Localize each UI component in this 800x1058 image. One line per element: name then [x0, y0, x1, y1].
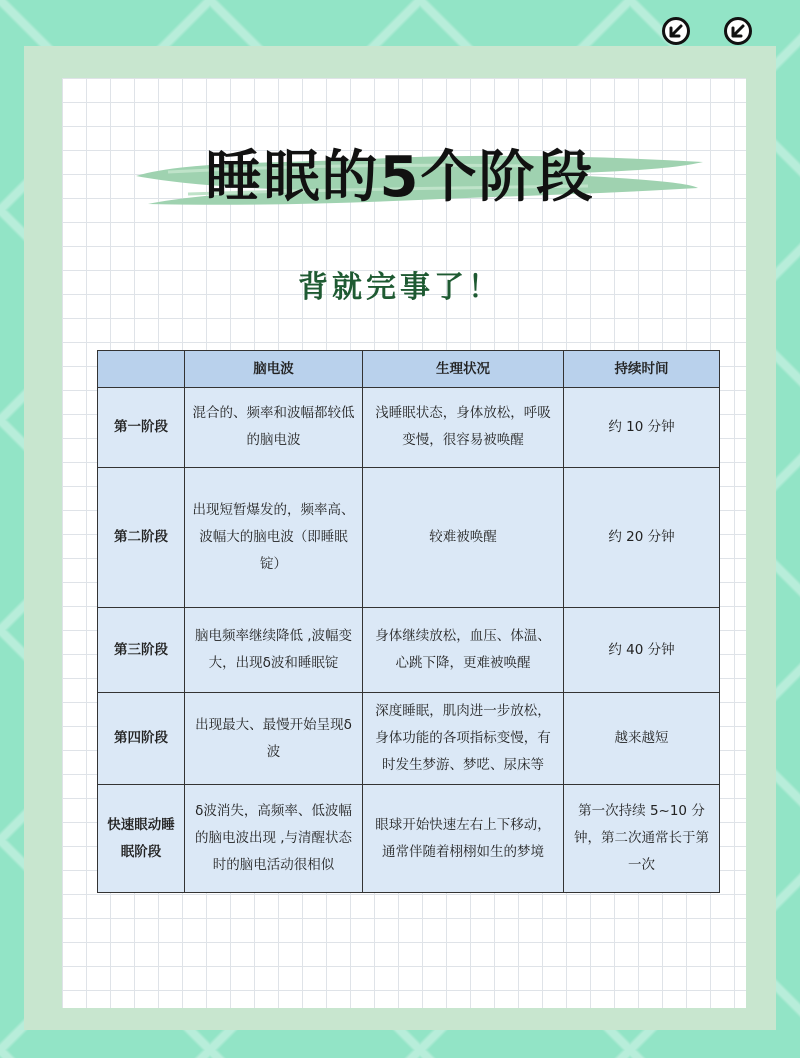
duration-cell: 约 10 分钟 — [564, 388, 720, 468]
physio-cell: 眼球开始快速左右上下移动，通常伴随着栩栩如生的梦境 — [363, 785, 564, 893]
eeg-cell: 出现最大、最慢开始呈现δ波 — [185, 693, 363, 785]
table-row — [98, 693, 720, 785]
physio-cell: 身体继续放松，血压、体温、心跳下降，更难被唤醒 — [363, 607, 564, 693]
eeg-cell: δ波消失，高频率、低波幅的脑电波出现 ,与清醒状态时的脑电活动很相似 — [185, 785, 363, 893]
eeg-cell: 出现短暂爆发的，频率高、波幅大的脑电波（即睡眠锭） — [185, 467, 363, 607]
circle-arrow-icon[interactable] — [723, 16, 753, 46]
header-cell-empty — [98, 351, 185, 388]
eeg-cell: 脑电频率继续降低 ,波幅变大，出现δ波和睡眠锭 — [185, 607, 363, 693]
circle-arrow-icon[interactable] — [661, 16, 691, 46]
stage-cell: 第四阶段 — [98, 693, 185, 785]
physio-cell: 浅睡眠状态，身体放松，呼吸变慢，很容易被唤醒 — [363, 388, 564, 468]
duration-cell: 约 20 分钟 — [564, 467, 720, 607]
duration-cell: 第一次持续 5~10 分钟，第二次通常长于第一次 — [564, 785, 720, 893]
stage-cell: 第一阶段 — [98, 388, 185, 468]
page-title: 睡眠的5个阶段 — [205, 145, 595, 210]
stage-cell: 第二阶段 — [98, 467, 185, 607]
header-cell-physio: 生理状况 — [363, 351, 564, 388]
physio-cell: 深度睡眠，肌肉进一步放松，身体功能的各项指标变慢，有时发生梦游、梦呓、尿床等 — [363, 693, 564, 785]
page-subtitle: 背就完事了！ — [298, 270, 502, 305]
sleep-stages-table — [97, 350, 720, 893]
table-row — [98, 467, 720, 607]
duration-cell: 约 40 分钟 — [564, 607, 720, 693]
eeg-cell: 混合的、频率和波幅都较低的脑电波 — [185, 388, 363, 468]
duration-cell: 越来越短 — [564, 693, 720, 785]
stage-cell: 快速眼动睡眠阶段 — [98, 785, 185, 893]
table-row — [98, 607, 720, 693]
table-row — [98, 388, 720, 468]
header-cell-eeg: 脑电波 — [185, 351, 363, 388]
header-cell-duration: 持续时间 — [564, 351, 720, 388]
table-header-row — [98, 351, 720, 388]
physio-cell: 较难被唤醒 — [363, 467, 564, 607]
table-row — [98, 785, 720, 893]
stage-cell: 第三阶段 — [98, 607, 185, 693]
